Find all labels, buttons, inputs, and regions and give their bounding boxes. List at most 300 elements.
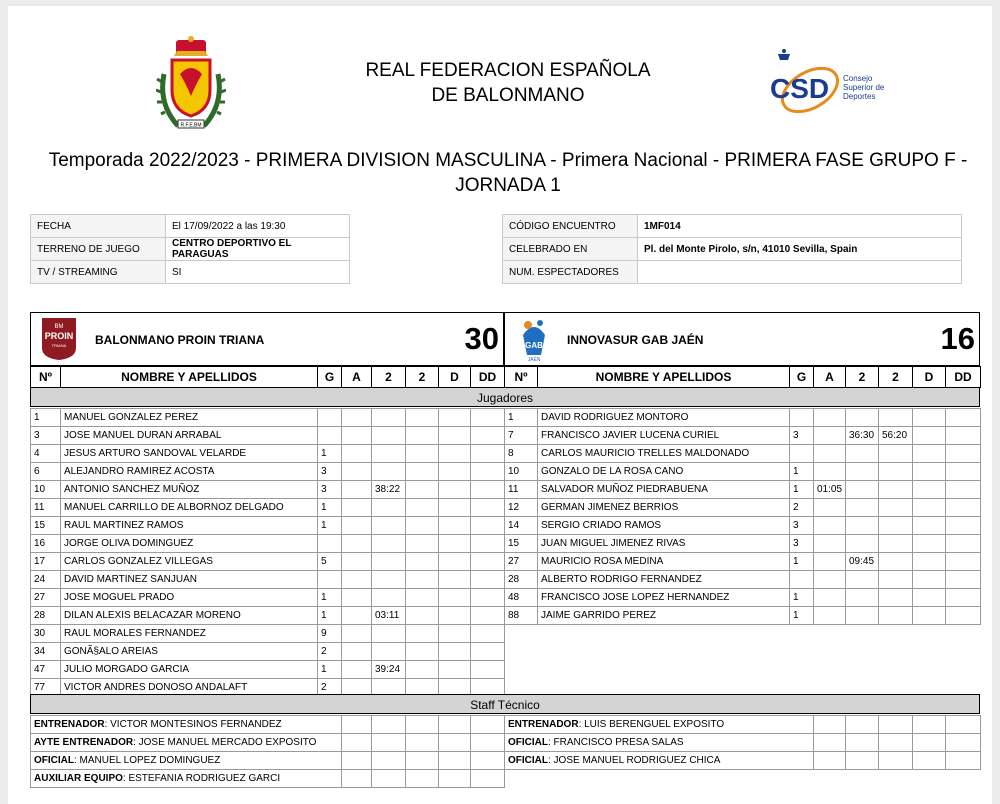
home-player-dd [471,589,505,607]
home-staff-cell [471,734,505,752]
away-player-s2 [879,445,913,463]
away-player-s1 [846,499,879,517]
home-player-s2 [406,571,439,589]
away-col-d: D [913,367,946,388]
codigo-value: 1MF014 [638,215,962,238]
home-team-logo-icon [41,317,77,361]
away-player-a [814,499,846,517]
home-player-dd [471,571,505,589]
home-player-a [342,571,372,589]
home-player-g [318,571,342,589]
home-player-d [439,517,471,535]
away-player-g: 3 [790,517,814,535]
home-player-g [318,535,342,553]
home-player-num: 27 [31,589,61,607]
home-col-2min-1: 2 [372,367,406,388]
home-player-dd [471,481,505,499]
federation-line-2: DE BALONMANO [431,85,585,106]
away-player-d [913,589,946,607]
away-player-row [505,589,981,607]
home-logo-main: PROIN [44,331,74,341]
home-staff-role: ENTRENADOR [34,719,105,730]
away-player-num: 8 [505,445,538,463]
home-staff-member [31,716,342,734]
away-player-row [505,607,981,625]
home-player-d [439,481,471,499]
home-staff-cell [372,770,406,788]
home-player-s2 [406,517,439,535]
home-player-num: 16 [31,535,61,553]
home-player-name: CARLOS GONZALEZ VILLEGAS [61,553,318,571]
home-player-s1 [372,517,406,535]
staff-section-header: Staff Técnico [30,694,980,714]
away-staff-cell [946,716,981,734]
home-player-a [342,481,372,499]
away-staff-row [505,716,981,734]
home-player-row [31,427,505,445]
away-player-s1: 36:30 [846,427,879,445]
away-player-row [505,553,981,571]
home-player-num: 10 [31,481,61,499]
away-player-s1 [846,535,879,553]
home-player-row [31,535,505,553]
home-player-dd [471,463,505,481]
home-player-row [31,445,505,463]
away-staff-name: : FRANCISCO PRESA SALAS [548,737,684,748]
away-player-dd [946,571,981,589]
away-player-row [505,517,981,535]
home-player-dd [471,427,505,445]
away-staff-cell [846,734,879,752]
home-player-s1 [372,463,406,481]
home-player-num: 4 [31,445,61,463]
away-player-name: SALVADOR MUÑOZ PIEDRABUENA [538,481,790,499]
home-staff-cell [406,734,439,752]
away-player-name: MAURICIO ROSA MEDINA [538,553,790,571]
away-player-num: 10 [505,463,538,481]
home-player-g: 3 [318,481,342,499]
away-staff-role: OFICIAL [508,755,548,766]
home-staff-cell [471,716,505,734]
home-player-s1 [372,643,406,661]
home-staff-cell [439,752,471,770]
home-player-name: RAUL MARTINEZ RAMOS [61,517,318,535]
home-player-a [342,499,372,517]
away-logo-main: GAB [525,341,543,350]
home-staff-cell [372,734,406,752]
home-player-a [342,535,372,553]
home-player-name: JOSE MOGUEL PRADO [61,589,318,607]
home-player-d [439,445,471,463]
fecha-value: El 17/09/2022 a las 19:30 [166,215,350,238]
home-staff-cell [342,752,372,770]
away-player-a [814,553,846,571]
home-player-s2 [406,535,439,553]
home-player-s1 [372,499,406,517]
home-player-g [318,409,342,427]
home-col-dd: DD [471,367,505,388]
away-logo-bottom: JAÉN [527,357,541,363]
away-player-row [505,481,981,499]
home-player-dd [471,661,505,679]
away-staff-member [505,716,814,734]
away-player-g [790,445,814,463]
home-player-g: 5 [318,553,342,571]
away-player-d [913,409,946,427]
away-col-2min-1: 2 [846,367,879,388]
home-player-num: 11 [31,499,61,517]
away-player-a [814,535,846,553]
away-player-name: JAIME GARRIDO PEREZ [538,607,790,625]
home-player-name: JORGE OLIVA DOMINGUEZ [61,535,318,553]
away-player-num: 88 [505,607,538,625]
home-player-d [439,499,471,517]
home-player-s1: 39:24 [372,661,406,679]
away-player-s1 [846,589,879,607]
away-col-name: NOMBRE Y APELLIDOS [538,367,790,388]
away-player-name: SERGIO CRIADO RAMOS [538,517,790,535]
home-player-d [439,643,471,661]
away-staff-name: : JOSE MANUEL RODRIGUEZ CHICA [548,755,721,766]
away-staff-cell [913,716,946,734]
home-player-s2 [406,589,439,607]
home-team-name: BALONMANO PROIN TRIANA [95,333,265,347]
home-player-s1: 38:22 [372,481,406,499]
home-staff-cell [471,770,505,788]
column-header-row [30,366,981,388]
away-staff-cell [814,734,846,752]
home-player-s2 [406,409,439,427]
home-player-a [342,445,372,463]
away-player-g: 1 [790,607,814,625]
csd-line-3: Deportes [843,92,876,101]
home-player-num: 6 [31,463,61,481]
home-player-s2 [406,553,439,571]
home-player-s2 [406,463,439,481]
home-player-num: 77 [31,679,61,697]
home-player-name: MANUEL GONZALEZ PEREZ [61,409,318,427]
away-player-num: 7 [505,427,538,445]
home-player-dd [471,445,505,463]
home-player-row [31,553,505,571]
away-player-a [814,409,846,427]
away-player-s1: 09:45 [846,553,879,571]
home-player-d [439,535,471,553]
home-player-s2 [406,445,439,463]
away-staff-role: OFICIAL [508,737,548,748]
away-player-row [505,499,981,517]
away-player-name: DAVID RODRIGUEZ MONTORO [538,409,790,427]
home-player-s1 [372,535,406,553]
home-player-a [342,517,372,535]
away-player-a [814,427,846,445]
away-player-a [814,463,846,481]
away-team-logo-icon [519,317,549,363]
away-player-dd [946,517,981,535]
home-player-row [31,643,505,661]
home-player-num: 24 [31,571,61,589]
home-player-s1 [372,589,406,607]
away-player-g: 1 [790,553,814,571]
away-player-dd [946,463,981,481]
away-player-row [505,409,981,427]
home-player-num: 47 [31,661,61,679]
celebrado-value: Pl. del Monte Pirolo, s/n, 41010 Sevilla, Spain [638,238,962,261]
away-player-g: 3 [790,535,814,553]
away-player-s1 [846,409,879,427]
home-col-g: G [318,367,342,388]
away-staff-cell [879,752,913,770]
home-staff-member [31,752,342,770]
away-player-num: 28 [505,571,538,589]
home-player-d [439,571,471,589]
away-player-num: 1 [505,409,538,427]
home-staff-cell [406,752,439,770]
home-staff-role: AYTE ENTRENADOR [34,737,134,748]
home-col-d: D [439,367,471,388]
away-player-num: 27 [505,553,538,571]
home-player-name: DAVID MARTINEZ SANJUAN [61,571,318,589]
away-player-s2 [879,409,913,427]
match-info-left [30,214,350,284]
rfebm-emblem-text: R.F.E.BM [180,122,202,129]
celebrado-label: CELEBRADO EN [503,238,638,261]
away-col-g: G [790,367,814,388]
home-player-num: 1 [31,409,61,427]
fecha-label: FECHA [31,215,166,238]
home-staff-name: : JOSE MANUEL MERCADO EXPOSITO [133,737,317,748]
away-staff-role: ENTRENADOR [508,719,579,730]
away-player-dd [946,499,981,517]
away-col-num: Nº [505,367,538,388]
home-staff-cell [342,734,372,752]
away-player-num: 14 [505,517,538,535]
away-player-s2 [879,463,913,481]
away-player-d [913,607,946,625]
home-player-g: 2 [318,643,342,661]
home-player-d [439,589,471,607]
away-player-a [814,589,846,607]
home-team-banner [30,312,504,366]
away-player-s2 [879,607,913,625]
home-col-2min-2: 2 [406,367,439,388]
home-team-score: 30 [464,321,499,356]
home-player-row [31,661,505,679]
home-player-a [342,553,372,571]
away-col-2min-2: 2 [879,367,913,388]
home-player-s2 [406,661,439,679]
home-player-s1 [372,445,406,463]
home-staff-name: : VICTOR MONTESINOS FERNANDEZ [104,719,282,730]
away-player-row [505,445,981,463]
away-player-dd [946,535,981,553]
away-player-g [790,409,814,427]
away-player-name: GONZALO DE LA ROSA CANO [538,463,790,481]
away-player-name: JUAN MIGUEL JIMENEZ RIVAS [538,535,790,553]
away-player-num: 12 [505,499,538,517]
away-staff-row [505,752,981,770]
home-player-g: 9 [318,625,342,643]
away-staff-cell [846,716,879,734]
home-player-d [439,427,471,445]
away-col-a: A [814,367,846,388]
away-staff-cell [846,752,879,770]
home-player-s1 [372,625,406,643]
away-player-dd [946,589,981,607]
away-player-a: 01:05 [814,481,846,499]
away-player-d [913,517,946,535]
tv-value: SI [166,261,350,284]
home-player-num: 17 [31,553,61,571]
home-staff-row [31,716,505,734]
home-player-s2 [406,427,439,445]
home-staff-role: OFICIAL [34,755,74,766]
home-player-s2 [406,607,439,625]
away-roster-table [504,408,981,625]
home-player-a [342,607,372,625]
away-staff-name: : LUIS BERENGUEL EXPOSITO [578,719,725,730]
home-player-row [31,409,505,427]
home-staff-cell [372,716,406,734]
home-roster-table [30,408,505,697]
home-player-dd [471,607,505,625]
federation-line-1: REAL FEDERACION ESPAÑOLA [365,60,651,81]
home-player-dd [471,535,505,553]
away-staff-cell [879,734,913,752]
away-player-s2 [879,535,913,553]
codigo-label: CÓDIGO ENCUENTRO [503,215,638,238]
csd-logo [768,46,898,126]
away-player-name: CARLOS MAURICIO TRELLES MALDONADO [538,445,790,463]
home-col-a: A [342,367,372,388]
away-player-s1 [846,445,879,463]
away-player-row [505,571,981,589]
home-player-s1: 03:11 [372,607,406,625]
home-player-s2 [406,625,439,643]
csd-crown-icon [768,46,848,126]
away-player-d [913,481,946,499]
away-player-name: FRANCISCO JOSE LOPEZ HERNANDEZ [538,589,790,607]
away-player-g: 2 [790,499,814,517]
home-player-dd [471,643,505,661]
away-player-dd [946,427,981,445]
home-player-a [342,409,372,427]
away-player-dd [946,607,981,625]
home-player-row [31,463,505,481]
home-player-s2 [406,499,439,517]
home-player-row [31,589,505,607]
home-staff-cell [342,770,372,788]
home-player-dd [471,625,505,643]
home-col-name: NOMBRE Y APELLIDOS [61,367,318,388]
home-staff-cell [439,734,471,752]
home-player-num: 28 [31,607,61,625]
home-player-d [439,607,471,625]
home-player-s1 [372,553,406,571]
rfebm-emblem-icon [156,34,226,134]
home-player-g: 1 [318,499,342,517]
home-player-g: 1 [318,517,342,535]
home-staff-cell [471,752,505,770]
terreno-value: CENTRO DEPORTIVO EL PARAGUAS [166,238,350,261]
away-col-dd: DD [946,367,981,388]
away-player-d [913,445,946,463]
espectadores-value [638,261,962,284]
home-logo-bottom: TRIANA [51,343,67,348]
away-player-g: 1 [790,589,814,607]
home-player-row [31,517,505,535]
away-player-row [505,463,981,481]
away-player-g [790,571,814,589]
away-player-d [913,571,946,589]
home-player-num: 34 [31,643,61,661]
home-logo-top: BM [54,324,64,330]
away-staff-cell [946,752,981,770]
away-staff-table [504,715,981,770]
away-player-dd [946,445,981,463]
home-staff-cell [406,716,439,734]
home-player-name: DILAN ALEXIS BELACAZAR MORENO [61,607,318,625]
away-player-a [814,607,846,625]
away-staff-row [505,734,981,752]
away-player-s2 [879,481,913,499]
home-player-name: ALEJANDRO RAMIREZ ACOSTA [61,463,318,481]
home-player-d [439,661,471,679]
away-player-dd [946,409,981,427]
away-player-s2 [879,571,913,589]
home-player-a [342,463,372,481]
home-player-name: MANUEL CARRILLO DE ALBORNOZ DELGADO [61,499,318,517]
away-staff-cell [913,752,946,770]
home-player-s2 [406,481,439,499]
home-staff-name: : ESTEFANIA RODRIGUEZ GARCI [122,773,281,784]
away-player-num: 15 [505,535,538,553]
home-player-name: GONÃ§ALO AREIAS [61,643,318,661]
home-player-g: 3 [318,463,342,481]
away-player-d [913,535,946,553]
home-player-row [31,571,505,589]
home-player-dd [471,409,505,427]
csd-abbr: CSD [770,73,830,104]
away-player-row [505,535,981,553]
home-player-g: 1 [318,661,342,679]
away-player-s2 [879,517,913,535]
home-player-name: RAUL MORALES FERNANDEZ [61,625,318,643]
away-player-dd [946,481,981,499]
home-player-g: 2 [318,679,342,697]
home-player-a [342,589,372,607]
tv-label: TV / STREAMING [31,261,166,284]
home-player-d [439,409,471,427]
home-player-num: 30 [31,625,61,643]
away-player-d [913,463,946,481]
away-player-g: 1 [790,463,814,481]
away-player-num: 11 [505,481,538,499]
away-player-s2 [879,553,913,571]
home-player-name: JESUS ARTURO SANDOVAL VELARDE [61,445,318,463]
home-staff-cell [342,716,372,734]
home-player-a [342,643,372,661]
home-player-dd [471,499,505,517]
csd-line-2: Superior de [843,83,885,92]
home-player-row [31,481,505,499]
home-player-name: VICTOR ANDRES DONOSO ANDALAFT [61,679,318,697]
away-team-score: 16 [940,321,975,356]
away-player-a [814,571,846,589]
home-player-num: 3 [31,427,61,445]
home-player-a [342,427,372,445]
home-player-s2 [406,643,439,661]
